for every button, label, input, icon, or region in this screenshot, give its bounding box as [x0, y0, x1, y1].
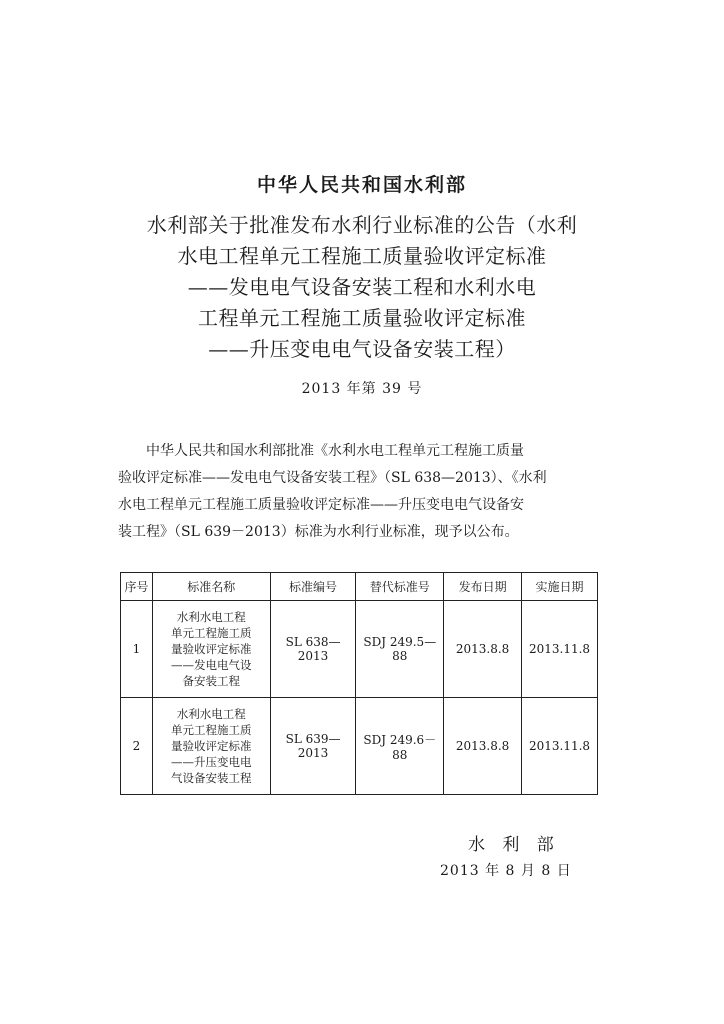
header-seq: 序号	[121, 573, 153, 601]
name-line: 单元工程施工质	[171, 723, 252, 737]
body-line: 装工程》（SL 639－2013）标准为水利行业标准，现予以公布。	[118, 524, 519, 540]
body-line: 验收评定标准——发电电气设备安装工程》（SL 638—2013）、《水利	[118, 470, 547, 486]
name-line: 水利水电工程	[176, 707, 246, 721]
name-line: ——发电电气设	[171, 658, 252, 672]
header-published: 发布日期	[444, 573, 522, 601]
document-number: 2013 年第 39 号	[301, 381, 423, 397]
title-line: ——发电电气设备安装工程和水利水电	[187, 275, 537, 299]
announcement-title	[110, 210, 614, 365]
name-line: 量验收评定标准	[171, 642, 252, 656]
name-line: 单元工程施工质	[171, 626, 252, 640]
cell-effective: 2013.11.8	[522, 698, 598, 795]
standards-table	[120, 572, 598, 795]
cell-seq: 2	[121, 698, 153, 795]
cell-code: SL 638—2013	[270, 601, 356, 698]
announcement-body	[118, 438, 602, 546]
table-header-row	[121, 573, 598, 601]
cell-replaced: SDJ 249.5—88	[356, 601, 444, 698]
body-line: 水电工程单元工程施工质量验收评定标准——升压变电电气设备安	[118, 497, 524, 513]
name-line: 气设备安装工程	[171, 771, 252, 785]
cell-seq: 1	[121, 601, 153, 698]
agency-heading: 中华人民共和国水利部	[256, 174, 467, 196]
body-line: 中华人民共和国水利部批准《水利水电工程单元工程施工质量	[146, 443, 524, 459]
cell-code: SL 639—2013	[270, 698, 356, 795]
title-line: 水电工程单元工程施工质量验收评定标准	[177, 244, 547, 268]
name-line: ——升压变电电	[171, 755, 252, 769]
title-line: 水利部关于批准发布水利行业标准的公告（水利	[146, 213, 578, 237]
name-line: 备安装工程	[182, 674, 241, 688]
title-line: ——升压变电电气设备安装工程）	[208, 337, 516, 361]
header-replaced: 替代标准号	[356, 573, 444, 601]
title-line: 工程单元工程施工质量验收评定标准	[198, 306, 526, 330]
cell-replaced: SDJ 249.6－88	[356, 698, 444, 795]
cell-name	[152, 601, 270, 698]
table-row	[121, 601, 598, 698]
header-name: 标准名称	[152, 573, 270, 601]
cell-published: 2013.8.8	[444, 601, 522, 698]
table-row	[121, 698, 598, 795]
name-line: 量验收评定标准	[171, 739, 252, 753]
cell-published: 2013.8.8	[444, 698, 522, 795]
header-effective: 实施日期	[522, 573, 598, 601]
signature-date: 2013 年 8 月 8 日	[440, 863, 572, 879]
cell-effective: 2013.11.8	[522, 601, 598, 698]
signature-agency: 水 利 部	[468, 835, 560, 855]
cell-name	[152, 698, 270, 795]
header-code: 标准编号	[270, 573, 356, 601]
name-line: 水利水电工程	[176, 610, 246, 624]
